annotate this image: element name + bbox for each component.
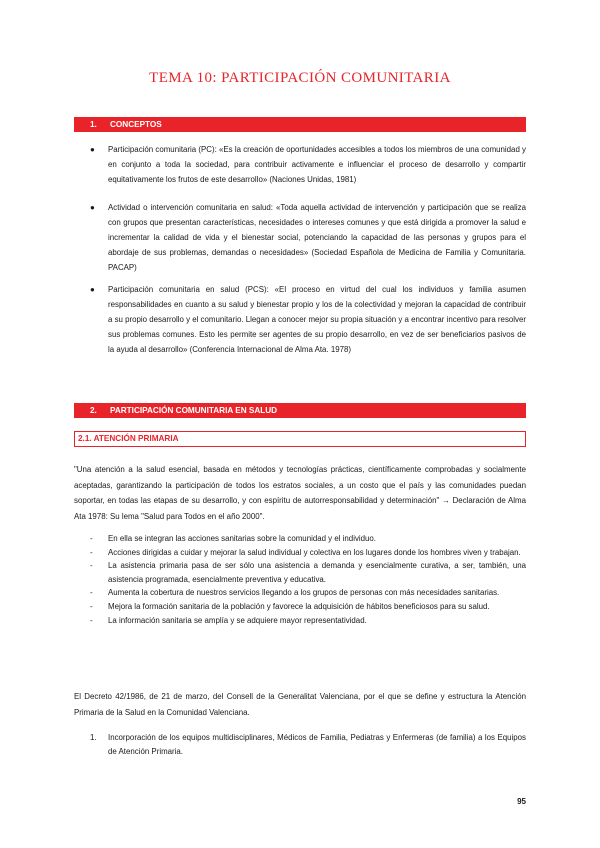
alma-ata-quote: "Una atención a la salud esencial, basada en métodos y tecnologías prácticas, científicamente comprobadas y socialmente aceptadas, garantizando la participación de todos los estratos sociales, a un costo que el país y las comunidades puedan soportar, en todas las etapas de su desarrollo, y con espíritu de autorresponsabilidad y determinación" → Declaración de Alma Ata 1978: Su lema "Salud para Todos en el año 2000". (74, 465, 526, 521)
dash-icon: - (90, 601, 93, 611)
bullet-item (90, 142, 526, 187)
dash-icon: - (90, 561, 93, 571)
list-item-text: En ella se integran las acciones sanitarias sobre la comunidad y el individuo. (108, 534, 376, 543)
subsection-header: 2.1. ATENCIÓN PRIMARIA (74, 431, 526, 447)
page-title: TEMA 10: PARTICIPACIÓN COMUNITARIA (149, 70, 451, 86)
section-header-conceptos (74, 117, 526, 132)
list-item (90, 614, 526, 628)
page-number: 95 (517, 797, 526, 806)
bullet-icon: ● (90, 203, 95, 212)
bullet-item (90, 282, 526, 357)
section-number: 2. (90, 406, 97, 415)
dash-icon: - (90, 615, 93, 625)
item-number: 1. (90, 733, 97, 742)
bullet-text: Participación comunitaria en salud (PCS): «El proceso en virtud del cual los individuos y familia asumen responsabilidades en cuanto a su salud y bienestar propio y los de la colectividad y mejoran la capacidad de contribuir a su propio desarrollo y el comunitario. Llegan a conocer mejor su propia situación y a encontrar incentivo para resolver sus problemas comunes. Esto les permite ser agentes de su propio desarrollo, en vez de ser beneficiarios pasivos de la ayuda al desarrollo» (Conferencia Internacional de Alma Ata. 1978) (108, 285, 526, 354)
list-item (90, 546, 526, 560)
section-label: PARTICIPACIÓN COMUNITARIA EN SALUD (110, 406, 278, 415)
list-item-text: La asistencia primaria pasa de ser sólo una asistencia a demanda y esencialmente curativa, a ser, también, una asistencia programada, esencialmente preventiva y educativa. (108, 561, 526, 584)
dash-icon: - (90, 534, 93, 543)
list-item-text: Aumenta la cobertura de nuestros servicios llegando a los grupos de personas con más necesidades sanitarias. (108, 588, 500, 598)
dash-icon: - (90, 588, 93, 598)
dash-list (90, 532, 526, 627)
bullet-text: Participación comunitaria (PC): «Es la creación de oportunidades accesibles a todos los miembros de una comunidad y en conjunto a toda la sociedad, para contribuir activamente e influenciar el proceso de desarrollo y compartir equitativamente los frutos de este desarrollo» (Naciones Unidas, 1981) (108, 145, 526, 184)
bullet-text: Actividad o intervención comunitaria en salud: «Toda aquella actividad de intervención y participación que se realiza con grupos que presentan características, necesidades o intereses comunes y que está dirigida a promover la salud e incrementar la calidad de vida y el bienestar social, potenciando la capacidad de las personas y grupos para el abordaje de sus problemas, demandas o necesidades» (Sociedad Española de Medicina de Familia y Comunitaria. PACAP) (108, 203, 526, 272)
dash-icon: - (90, 547, 93, 557)
section-label: CONCEPTOS (110, 120, 162, 129)
numbered-item (90, 731, 526, 759)
section-number: 1. (90, 120, 97, 129)
list-item-text: Mejora la formación sanitaria de la población y favorece la adquisición de hábitos beneficiosos para su salud. (108, 601, 490, 611)
numbered-item-text: Incorporación de los equipos multidisciplinares, Médicos de Familia, Pediatras y Enfermeras (de familia) a los Equipos de Atención Primaria. (108, 733, 526, 756)
list-item (90, 559, 526, 586)
bullet-icon: ● (90, 285, 95, 294)
bullet-icon: ● (90, 145, 95, 154)
list-item (90, 532, 526, 546)
list-item (90, 586, 526, 600)
decree-paragraph: El Decreto 42/1986, de 21 de marzo, del Consell de la Generalitat Valenciana, por el que se define y estructura la Atención Primaria de la Salud en la Comunidad Valenciana. (74, 692, 526, 717)
list-item (90, 600, 526, 614)
section-header-participacion (74, 403, 526, 418)
list-item-text: Acciones dirigidas a cuidar y mejorar la salud individual y colectiva en los lugares donde los hombres viven y trabajan. (108, 547, 521, 557)
bullet-item (90, 200, 526, 275)
list-item-text: La información sanitaria se amplía y se adquiere mayor representatividad. (108, 615, 367, 625)
